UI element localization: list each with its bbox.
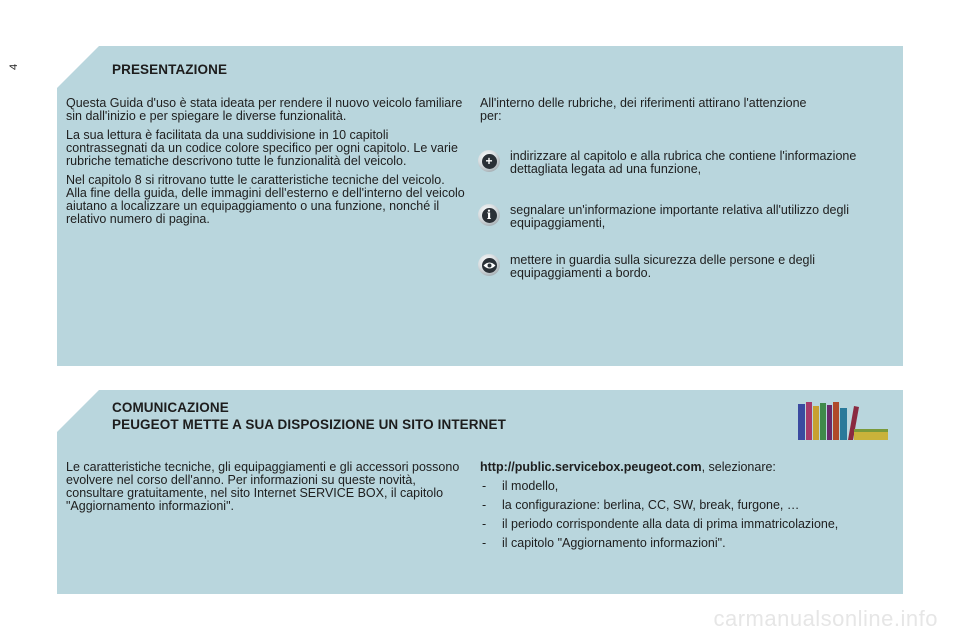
comunicazione-title: COMUNICAZIONE (112, 400, 229, 415)
servicebox-link[interactable]: http://public.servicebox.peugeot.com (480, 460, 702, 474)
list-item: - la configurazione: berlina, CC, SW, break, furgone, … (480, 499, 890, 512)
comunicazione-left-text: Le caratteristiche tecniche, gli equipaggiamenti e gli accessori possono evolvere nel corso dell'anno. Per informazioni su queste novità, consultare gratuitamente, nel sito Internet SERVICE BOX, il capitolo "Aggiornamento informazioni". (66, 460, 460, 513)
selection-list (480, 480, 890, 550)
presentazione-title: PRESENTAZIONE (112, 62, 228, 77)
list-item: - il periodo corrispondente alla data di prima immatricolazione, (480, 518, 890, 531)
info-icon: i (478, 204, 500, 226)
icon-item-info (478, 204, 896, 230)
watermark: carmanualsonline.info (713, 606, 938, 631)
books-icon (796, 400, 892, 444)
paragraph-chapter-8: Nel capitolo 8 si ritrovano tutte le caratteristiche tecniche del veicolo. Alla fine della guida, delle immagini dell'esterno e dell'interno del veicolo aiutano a localizzare un equipaggiamento o una funzione, nonché il relativo numero di pagina. (66, 173, 465, 226)
list-item: - il capitolo "Aggiornamento informazioni". (480, 537, 890, 550)
url-suffix: , selezionare: (701, 460, 776, 474)
icon-item-plus-text: indirizzare al capitolo e alla rubrica che contiene l'informazione dettagliata legata ad una funzione, (510, 149, 857, 176)
comunicazione-right-block (480, 461, 890, 556)
comunicazione-subtitle: PEUGEOT METTE A SUA DISPOSIZIONE UN SITO INTERNET (112, 417, 506, 432)
icon-item-eye (478, 254, 896, 280)
presentazione-right-intro: All'interno delle rubriche, dei riferimenti attirano l'attenzione per: (480, 96, 807, 123)
eye-icon (478, 254, 500, 276)
icon-item-info-text: segnalare un'informazione importante relativa all'utilizzo degli equipaggiamenti, (510, 203, 849, 230)
page-number: 4 (8, 63, 20, 70)
plus-icon: + (478, 150, 500, 172)
paragraph-intro: Questa Guida d'uso è stata ideata per rendere il nuovo veicolo familiare sin dall'inizio e per spiegare le diverse funzionalità. (66, 96, 463, 123)
paragraph-chapters: La sua lettura è facilitata da una suddivisione in 10 capitoli contrassegnati da un codice colore specifico per ogni capitolo. Le varie rubriche tematiche descrivono tutte le funzionalità del veicolo. (66, 128, 458, 168)
icon-item-plus (478, 150, 896, 176)
list-item: - il modello, (480, 480, 890, 493)
icon-item-eye-text: mettere in guardia sulla sicurezza delle persone e degli equipaggiamenti a bordo. (510, 253, 816, 280)
presentazione-left-text (66, 97, 466, 232)
